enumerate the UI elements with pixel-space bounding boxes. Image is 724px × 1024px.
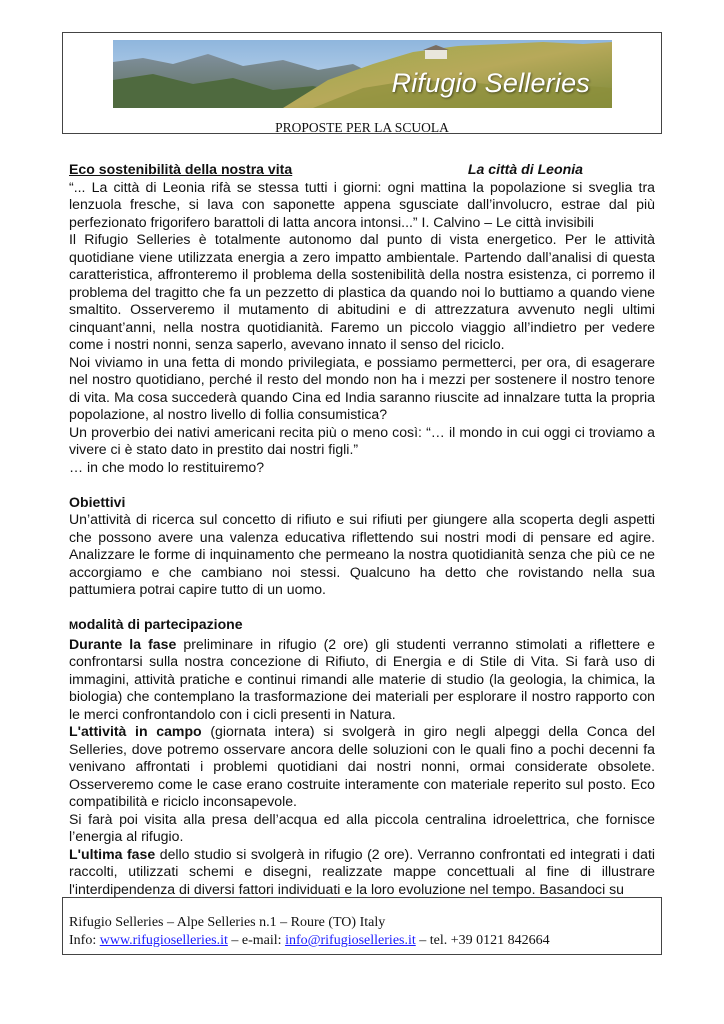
- document-body: [69, 161, 655, 898]
- phase-label: L'ultima fase: [69, 845, 156, 862]
- heading-initial: M: [69, 620, 79, 632]
- objectives-heading: Obiettivi: [69, 493, 126, 510]
- info-prefix: Info:: [69, 933, 100, 948]
- paragraph: Noi viviamo in una fetta di mondo privilegiata, e possiamo permetterci, per ora, di esagerare nel nostro quotidiano, perché il resto del mondo non ha i mezzi per sostenere il nostro tenore di vita. Ma cosa succederà quando Cina ed India saranno riuscite ad innalzare tutta la propria popolazione, al nostro livello di follia consumistica?: [69, 353, 655, 422]
- phase-paragraph: [69, 846, 655, 899]
- paragraph: Un proverbio dei nativi americani recita più o meno così: “… il mondo in cui oggi ci troviamo a vivere ci è stato dato in prestito dai nostri figli.”: [69, 423, 655, 457]
- phase-paragraph: [69, 723, 655, 811]
- phase-label: L'attività in campo: [69, 723, 202, 739]
- phone-number: – tel. +39 0121 842664: [415, 933, 550, 948]
- paragraph: Il Rifugio Selleries è totalmente autonomo dal punto di vista energetico. Per le attività quotidiane viene utilizzata energia a zero impatto ambientale. Partendo dall’analisi di questa caratteristica, affronteremo il problema della sostenibilità della nostra esistenza, ci porremo il problema del tragitto che fa un pezzetto di plastica da quando noi lo buttiamo a quando viene smaltito. Osserveremo il mutamento di abitudini e di attrezzatura avvenuto negli ultimi cinquant’anni, nella nostra quotidianità. Faremo un piccolo viaggio all’indietro per vedere come i nostri nonni, senza saperlo, avevano innato il senso del riciclo.: [69, 231, 655, 352]
- phase-text: dello studio si svolgerà in rifugio (2 ore). Verranno confrontati ed integrati i dati raccolti, utilizzati schemi e disegni, realizzate mappe concettuali al fine di illustrare l'interdipendenza di diversi fattori individuati e la loro evoluzione nel tempo. Basandoci su: [69, 845, 655, 897]
- banner-image: [113, 40, 612, 108]
- heading-rest: odalità di partecipazione: [78, 616, 243, 632]
- paragraph: … in che modo lo restituiremo?: [69, 458, 265, 475]
- section-title-row: [69, 161, 655, 179]
- header-subtitle: PROPOSTE PER LA SCUOLA: [275, 120, 449, 135]
- website-link[interactable]: www.rifugioselleries.it: [99, 933, 228, 948]
- phase-text: (giornata intera) si svolgerà in giro negli alpeggi della Conca del Selleries, dove potremo osservare ancora delle soluzioni con le quali fino a pochi decenni fa venivano affrontati i problemi quotidiani dai nostri nonni, ormai considerate obsolete. Osserveremo come le case erano costruite interamente con materiale reperito sul posto. Eco compatibilità e riciclo inconsapevole.: [69, 723, 656, 809]
- calvino-quote: “... La città di Leonia rifà se stessa tutti i giorni: ogni mattina la popolazione si sveglia tra lenzuola fresche, si lava con saponette appena sgusciate dall’involucro, estrae dal più perfezionato frigorifero barattoli di latta ancora intonsi...” I. Calvino – Le città invisibili: [69, 178, 655, 230]
- participation-heading: [69, 616, 655, 636]
- footer-contacts: [69, 933, 550, 949]
- header-box: [62, 32, 662, 134]
- footer-box: [62, 897, 662, 955]
- footer-address: Rifugio Selleries – Alpe Selleries n.1 – Roure (TO) Italy: [69, 915, 386, 930]
- phase-text: preliminare in rifugio (2 ore) gli studenti verranno stimolati a riflettere e confrontarsi sulla nostra concezione di Rifiuto, di Energia e di Stile di Vita. Si farà uso di immagini, attività pratiche e continui rimandi alle materie di studio (la geologia, la chimica, la biologia) che contemplano la trasformazione dei materiali per esplorare il nostro rapporto con le merci confrontandolo con i cicli presenti in Natura.: [69, 635, 656, 722]
- brand-logo-text: Rifugio Selleries: [391, 68, 590, 98]
- email-link[interactable]: info@rifugioselleries.it: [285, 933, 416, 948]
- phase-label: Durante la fase: [69, 635, 177, 652]
- phase-paragraph: [69, 636, 655, 724]
- email-prefix: – e-mail:: [227, 933, 286, 948]
- section-subtitle: La città di Leonia: [467, 161, 583, 177]
- objectives-text: Un’attività di ricerca sul concetto di rifiuto e sui rifiuti per giungere alla scoperta degli aspetti che possono avere una valenza educativa riflettendo sui nostri modi di pensare ed agire. Analizzare le forme di inquinamento che permeano la nostra quotidianità senza che più ce ne accorgiamo e che cambiano noi stessi. Qualcuno ha detto che rovistando nella sua pattumiera potrai capire tutto di un uomo.: [69, 511, 655, 597]
- section-title: Eco sostenibilità della nostra vita: [69, 161, 293, 177]
- paragraph: Si farà poi visita alla presa dell’acqua ed alla piccola centralina idroelettrica, che fornisce l’energia al rifugio.: [69, 810, 655, 844]
